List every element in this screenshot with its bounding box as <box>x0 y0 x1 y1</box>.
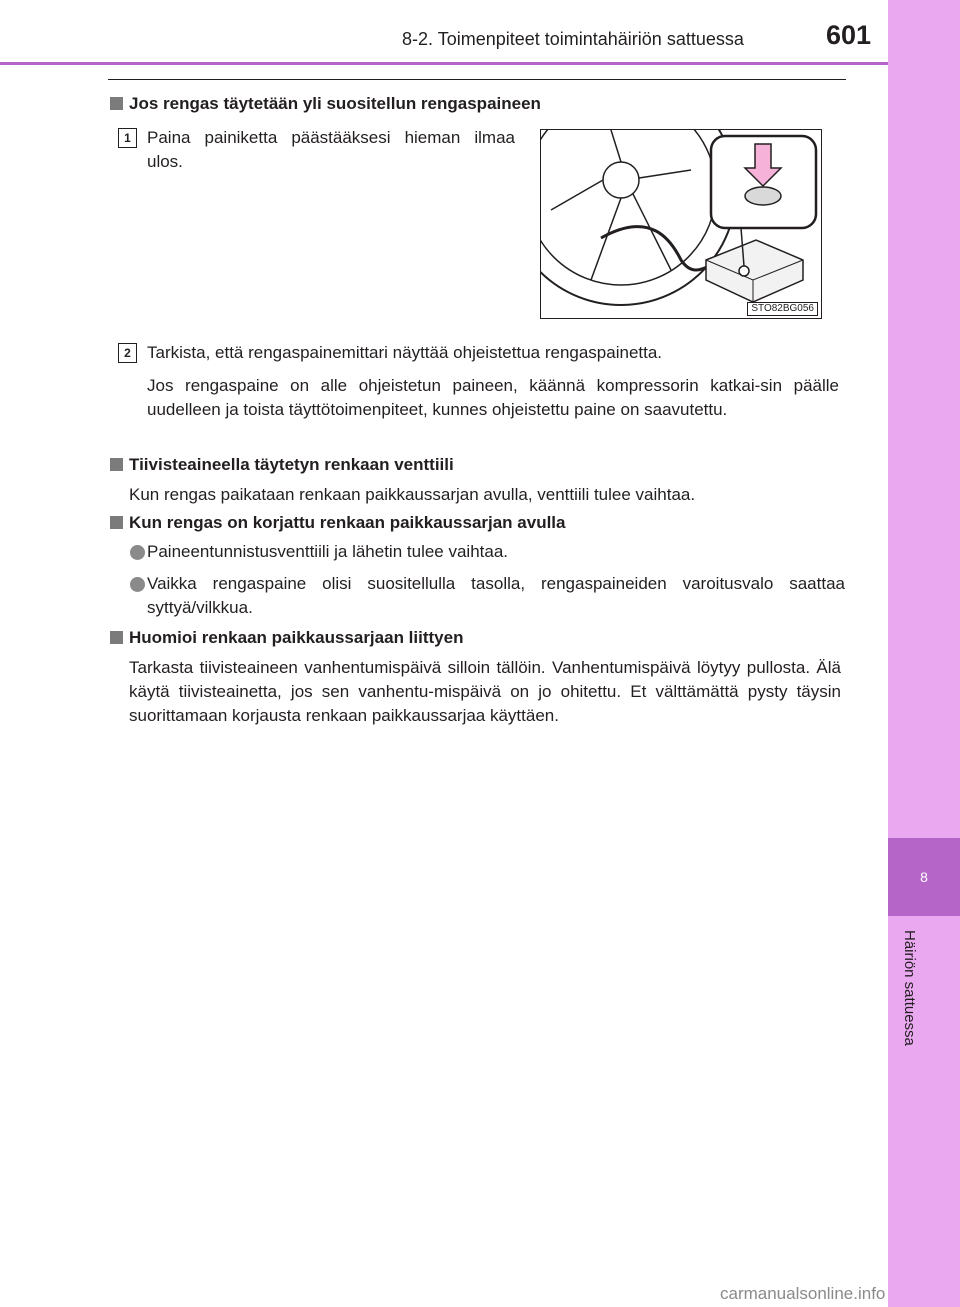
bullet-text: Vaikka rengaspaine olisi suositellulla tasolla, rengaspaineiden varoitusvalo saattaa syttyä/vilkkua. <box>147 574 845 617</box>
content-divider <box>108 79 846 80</box>
tire-compressor-icon <box>541 130 821 318</box>
square-bullet-icon <box>110 631 123 644</box>
section-text: Kun rengas paikataan renkaan paikkaussarjan avulla, venttiili tulee vaihtaa. <box>129 485 696 504</box>
square-bullet-icon <box>110 458 123 471</box>
step-text: Paina painiketta päästääksesi hieman ilmaa ulos. <box>147 128 515 171</box>
watermark: carmanualsonline.info <box>720 1284 886 1303</box>
square-bullet-icon <box>110 516 123 529</box>
bullet-text: Paineentunnistusventtiili ja lähetin tulee vaihtaa. <box>147 542 509 561</box>
step-note: Jos rengaspaine on alle ohjeistetun paineen, käännä kompressorin katkai-sin päälle uudelleen ja toista täyttötoimenpiteet, kunnes ohjeistettu paine on saavutettu. <box>147 376 839 419</box>
step-number: 2 <box>118 343 137 363</box>
section-text: Tarkasta tiivisteaineen vanhentumispäivä silloin tällöin. Vanhentumispäivä löytyy pullosta. Älä käytä tiivisteainetta, jos sen vanhentu-mispäivä on jo ohitettu. Et välttämättä pysty täysin suorittamaan korjausta renkaan paikkaussarjaa käyttäen. <box>129 658 841 725</box>
figure-code: STO82BG056 <box>747 302 818 316</box>
square-bullet-icon <box>110 97 123 110</box>
section-heading: Tiivisteaineella täytetyn renkaan venttiili <box>110 455 454 475</box>
chapter-title: Häiriön sattuessa <box>901 930 918 1046</box>
compressor-illustration <box>540 129 822 319</box>
step-number: 1 <box>118 128 137 148</box>
section-heading: Kun rengas on korjattu renkaan paikkaussarjan avulla <box>110 513 566 533</box>
chapter-number: 8 <box>920 869 928 885</box>
section-heading: Jos rengas täytetään yli suositellun rengaspaineen <box>110 94 541 114</box>
circle-bullet-icon <box>130 577 145 592</box>
step-text: Tarkista, että rengaspainemittari näyttää ohjeistettua rengaspainetta. <box>147 343 663 362</box>
page-number: 601 <box>826 20 872 50</box>
chapter-sidebar <box>888 0 960 1307</box>
circle-bullet-icon <box>130 545 145 560</box>
header-divider <box>0 62 888 65</box>
section-heading: Huomioi renkaan paikkaussarjaan liittyen <box>110 628 463 648</box>
chapter-tab[interactable] <box>888 838 960 916</box>
section-title: 8-2. Toimenpiteet toimintahäiriön sattuessa <box>402 29 744 49</box>
